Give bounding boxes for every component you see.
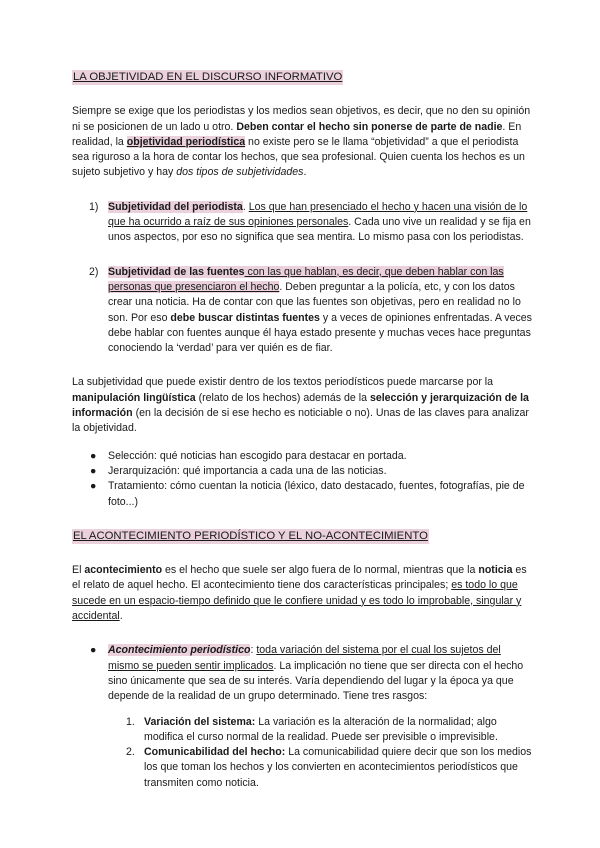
bullet-icon: ● xyxy=(90,449,97,462)
bullet-icon: ● xyxy=(90,480,97,493)
list-item-comunicabilidad: 2. Comunicabilidad del hecho: La comunicabilidad quiere decir que son los medios los que toman los hechos y los convierten en acontecimientos periodísticos que transmiten como noticia. xyxy=(126,746,532,789)
acontecimiento-paragraph: El acontecimiento es el hecho que suele ser algo fuera de lo normal, mientras que la noticia es el relato de aquel hecho. El acontecimiento tiene dos características principales; es todo lo que sucede en un espacio-tiempo definido que le confiere unidad y es todo lo improbable, singular y accidental. xyxy=(72,564,527,623)
subjetividad-paragraph: La subjetividad que puede existir dentro de los textos periodísticos puede marcarse por la manipulación lingüística (relato de los hechos) además de la selección y jerarquización de la información (en la decisión de si ese hecho es noticiable o no). Unas de las claves para analizar la objetividad. xyxy=(72,376,529,435)
list-item: ● Tratamiento: cómo cuentan la noticia (léxico, dato destacado, fuentes, fotografías, pie de foto...) xyxy=(90,480,525,508)
list-item-subjetividad-fuentes: 2) Subjetividad de las fuentes con las que hablan, es decir, que deben hablar con las personas que presenciaron el hecho. Deben preguntar a la policía, etc, y con los datos crear una noticia. Ha de contar con que las fuentes son objetivas, pero en realidad no lo son. Por eso debe buscar distintas fuentes y a veces de opiniones enfrentadas. A veces debe hablar con fuentes aunque él haya estado presente y muchas veces hace preguntas conociendo la ‘verdad’ para ver quién es de fiar. xyxy=(89,265,532,355)
claves-list xyxy=(72,449,532,510)
section-heading-acontecimiento: EL ACONTECIMIENTO PERIODÍSTICO Y EL NO-ACONTECIMIENTO xyxy=(72,529,532,544)
document-page xyxy=(72,70,532,791)
rasgos-list xyxy=(72,715,532,791)
intro-paragraph: Siempre se exige que los periodistas y los medios sean objetivos, es decir, que no den su opinión ni se posicionen de un lado u otro. Deben contar el hecho sin ponerse de parte de nadie. En realidad, la objetividad periodística no existe pero se le llama “objetividad” a que el periodista sea riguroso a la hora de contar los hechos, que sea profesional. Quien cuenta los hechos es un sujeto subjetivo y hay dos tipos de subjetividades. xyxy=(72,105,531,179)
section-heading-objetividad: LA OBJETIVIDAD EN EL DISCURSO INFORMATIVO xyxy=(72,70,532,85)
bullet-icon: ● xyxy=(90,644,97,657)
list-item: ● Jerarquización: qué importancia a cada una de las noticias. xyxy=(72,464,532,479)
bullet-icon: ● xyxy=(90,464,97,477)
list-item-subjetividad-periodista: 1) Subjetividad del periodista. Los que han presenciado el hecho y hacen una visión de lo que ha ocurrido a raíz de sus opiniones personales. Cada uno vive un realidad y se fija en unos aspectos, por eso no significa que sea mentira. Lo mismo pasa con los periodistas. xyxy=(89,200,531,244)
list-item-variacion: 1. Variación del sistema: La variación es la alteración de la normalidad; algo modifica el curso normal de la realidad. Puede ser previsible o imprevisible. xyxy=(126,715,498,743)
list-item: ● Selección: qué noticias han escogido para destacar en portada. xyxy=(72,449,532,464)
list-item-acontecimiento-periodistico: ● Acontecimiento periodístico: toda variación del sistema por el cual los sujetos del mismo se pueden sentir implicados. La implicación no tiene que ser directa con el hecho sino únicamente que sea de su interés. Varía dependiendo del lugar y la época ya que depende de la realidad de un grupo determinado. Tiene tres rasgos: xyxy=(90,644,524,703)
